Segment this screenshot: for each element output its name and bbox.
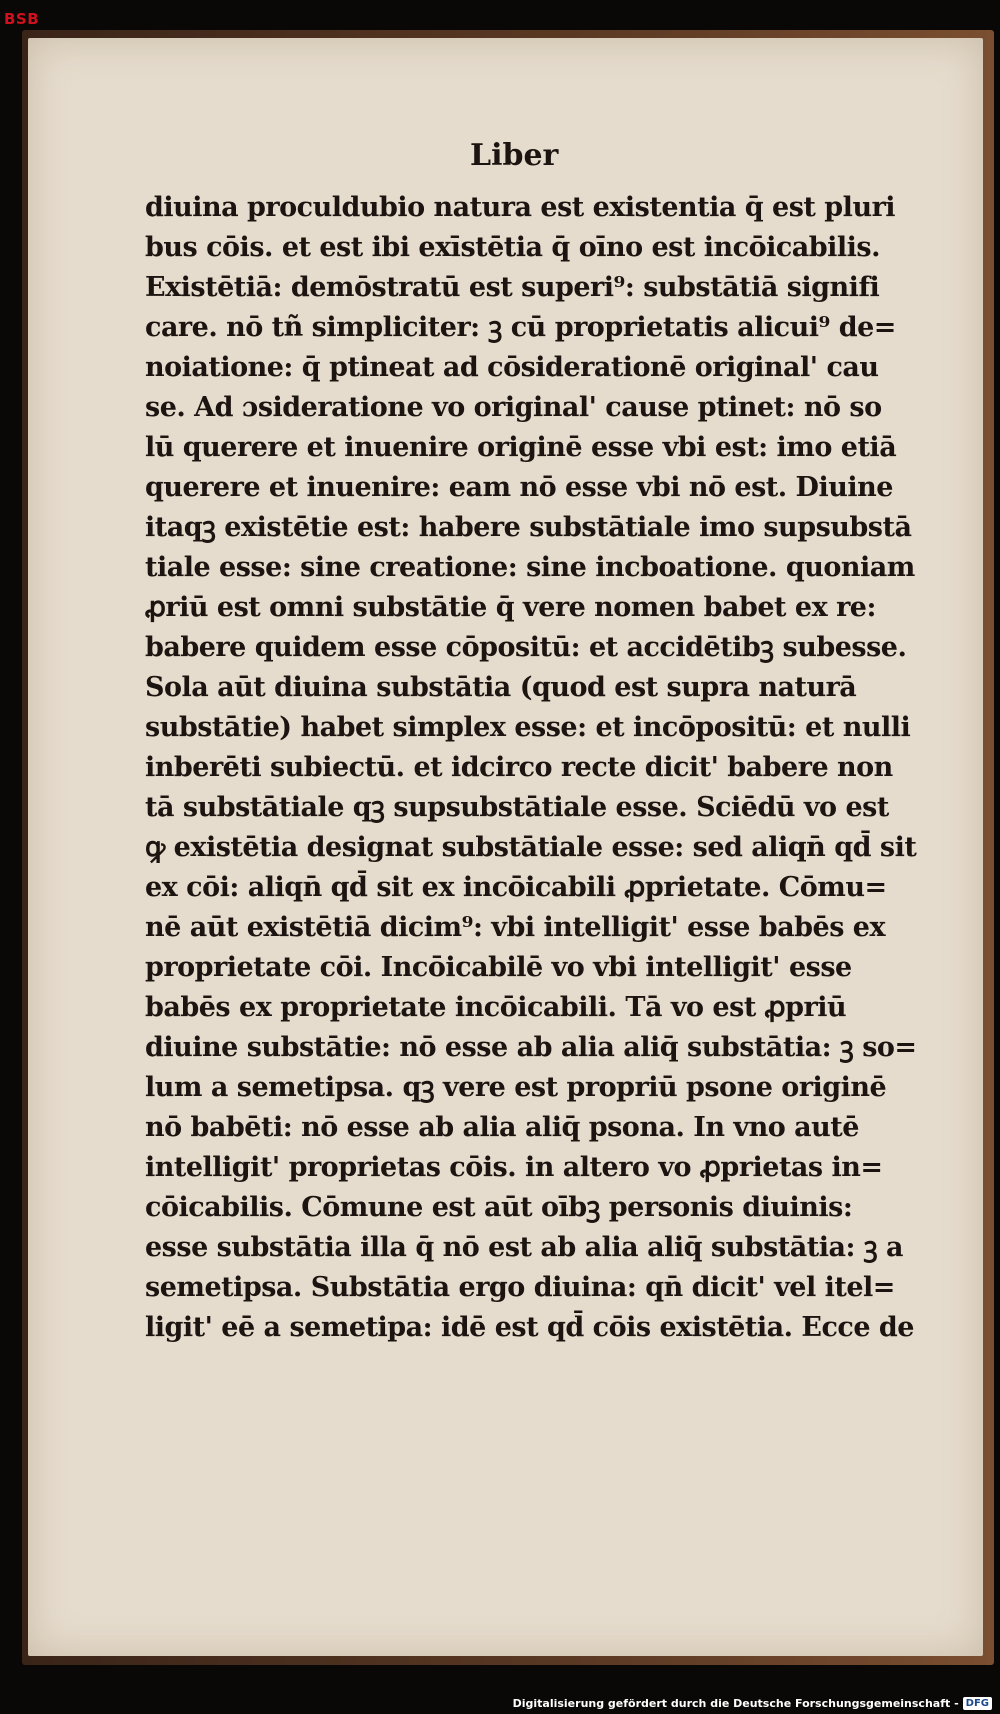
library-mark: BSB — [4, 10, 40, 28]
text-line: cōicabilis. Cōmune est aūt oībꝫ personis diuinis: — [145, 1192, 853, 1223]
text-line: querere et inuenire: eam nō esse vbi nō est. Diuine — [145, 472, 893, 503]
text-line: babēs ex proprietate incōicabili. Tā vo est ꝓpriū — [145, 992, 847, 1023]
text-line: se. Ad ɔsideratione vo original' cause ptinet: nō so — [145, 392, 882, 423]
text-line: ꝙ existētia designat substātiale esse: sed aliqn̄ qd̄ sit — [145, 832, 917, 863]
running-head: Liber — [470, 138, 559, 173]
text-line: itaqꝫ existētie est: habere substātiale imo supsubstā — [145, 512, 912, 543]
text-line: esse substātia illa q̄ nō est ab alia aliq̄ substātia: ꝫ a — [145, 1232, 904, 1263]
text-line: Existētiā: demōstratū est superi⁹: substātiā signifi — [145, 272, 880, 303]
text-line: ꝓriū est omni substātie q̄ vere nomen babet ex re: — [145, 592, 876, 623]
dfg-logo: DFG — [963, 1697, 992, 1710]
text-line: diuine substātie: nō esse ab alia aliq̄ substātia: ꝫ so= — [145, 1032, 917, 1063]
footer-credit-text: Digitalisierung gefördert durch die Deutsche Forschungsgemeinschaft - — [512, 1697, 959, 1710]
text-line: substātie) habet simplex esse: et incōpositū: et nulli — [145, 712, 911, 743]
text-line: babere quidem esse cōpositū: et accidētibꝫ subesse. — [145, 632, 907, 663]
text-line: noiatione: q̄ ptineat ad cōsiderationē original' cau — [145, 352, 879, 383]
text-block — [145, 188, 915, 1348]
text-line: ligit' eē a semetipa: idē est qd̄ cōis existētia. Ecce de — [145, 1312, 914, 1343]
text-line: diuina proculdubio natura est existentia q̄ est pluri — [145, 192, 896, 223]
text-line: intelligit' proprietas cōis. in altero vo ꝓprietas in= — [145, 1152, 883, 1183]
text-line: lum a semetipsa. qꝫ vere est propriū psone originē — [145, 1072, 887, 1103]
text-line: semetipsa. Substātia ergo diuina: qn̄ dicit' vel itel= — [145, 1272, 895, 1303]
text-line: nē aūt existētiā dicim⁹: vbi intelligit' esse babēs ex — [145, 912, 886, 943]
text-line: bus cōis. et est ibi exīstētia q̄ oīno est incōicabilis. — [145, 232, 881, 263]
text-line: proprietate cōi. Incōicabilē vo vbi intelligit' esse — [145, 952, 852, 983]
text-line: inberēti subiectū. et idcirco recte dicit' babere non — [145, 752, 893, 783]
text-line: lū querere et inuenire originē esse vbi est: imo etiā — [145, 432, 897, 463]
text-line: tiale esse: sine creatione: sine incboatione. quoniam — [145, 552, 915, 583]
text-line: tā substātiale qꝫ supsubstātiale esse. Sciēdū vo est — [145, 792, 889, 823]
text-line: care. nō tñ simpliciter: ꝫ cū proprietatis alicui⁹ de= — [145, 312, 896, 343]
text-line: nō babēti: nō esse ab alia aliq̄ psona. In vno autē — [145, 1112, 859, 1143]
footer-credit — [513, 1697, 992, 1710]
text-line: ex cōi: aliqn̄ qd̄ sit ex incōicabili ꝓprietate. Cōmu= — [145, 872, 887, 903]
text-line: Sola aūt diuina substātia (quod est supra naturā — [145, 672, 857, 703]
